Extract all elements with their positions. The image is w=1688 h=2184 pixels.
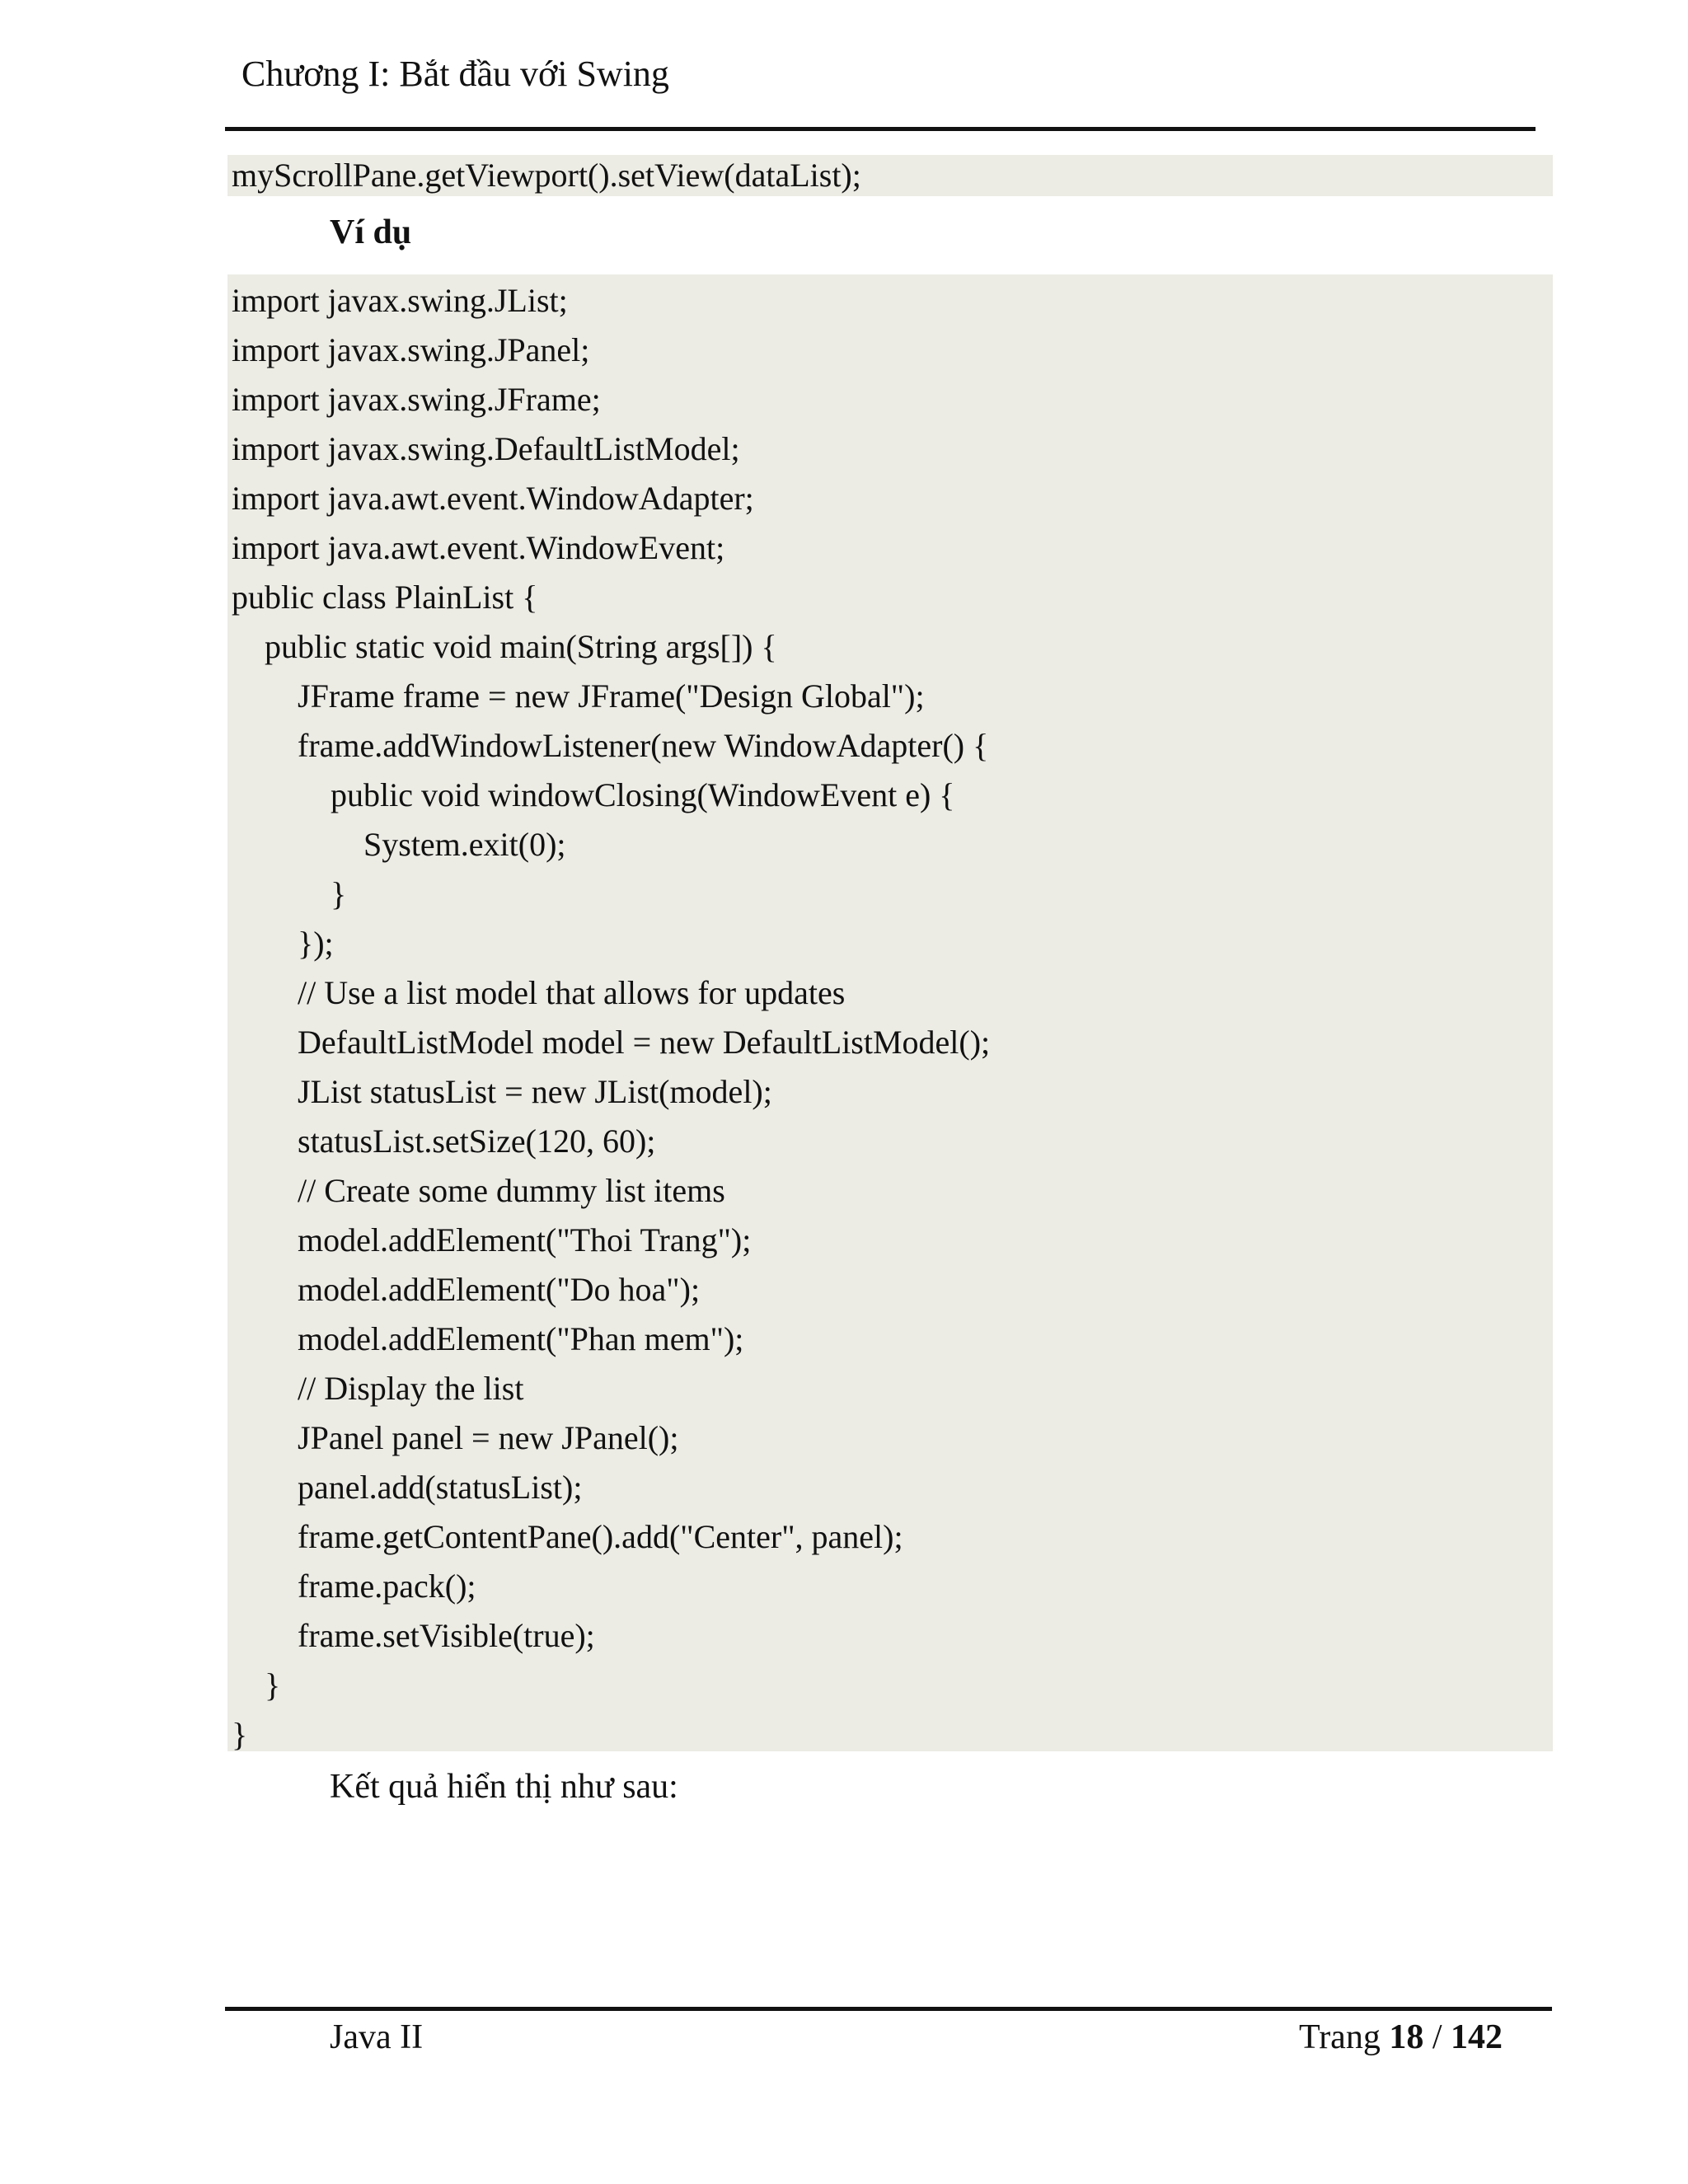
- page-current: 18: [1389, 2018, 1424, 2056]
- code-line: import javax.swing.JList;: [232, 282, 568, 319]
- code-line: DefaultListModel model = new DefaultListModel();: [232, 1024, 991, 1061]
- code-line: public void windowClosing(WindowEvent e) {: [232, 776, 955, 813]
- code-line: statusList.setSize(120, 60);: [232, 1122, 656, 1160]
- code-line: frame.pack();: [232, 1568, 476, 1605]
- code-line: JList statusList = new JList(model);: [232, 1073, 772, 1110]
- code-line: public class PlainList {: [232, 579, 538, 616]
- code-line: myScrollPane.getViewport().setView(dataList);: [232, 157, 861, 194]
- code-line: // Display the list: [232, 1370, 524, 1407]
- header-divider: [225, 127, 1536, 131]
- code-line: JPanel panel = new JPanel();: [232, 1419, 679, 1456]
- code-line: });: [232, 925, 334, 962]
- page-prefix: Trang: [1299, 2018, 1381, 2056]
- code-line: model.addElement("Phan mem");: [232, 1320, 744, 1357]
- code-line: // Use a list model that allows for updates: [232, 974, 846, 1011]
- page-total: 142: [1451, 2018, 1503, 2056]
- code-example-block: [227, 274, 1553, 1751]
- page-separator: /: [1432, 2018, 1442, 2056]
- code-line: model.addElement("Do hoa");: [232, 1271, 701, 1308]
- code-line: import java.awt.event.WindowAdapter;: [232, 480, 754, 517]
- code-line: frame.setVisible(true);: [232, 1617, 595, 1654]
- footer-course-name: Java II: [330, 2018, 424, 2056]
- code-line: import java.awt.event.WindowEvent;: [232, 529, 725, 566]
- code-line: panel.add(statusList);: [232, 1469, 583, 1506]
- code-line: public static void main(String args[]) {: [232, 628, 777, 665]
- code-line: import javax.swing.JFrame;: [232, 381, 601, 418]
- code-line: import javax.swing.JPanel;: [232, 331, 590, 368]
- code-line: JFrame frame = new JFrame("Design Global");: [232, 677, 925, 715]
- footer-page-number: [1299, 2013, 1503, 2062]
- code-line: }: [232, 1716, 248, 1753]
- code-line: }: [232, 1666, 281, 1704]
- footer-divider: [225, 2007, 1552, 2011]
- code-snippet-block: [227, 155, 1553, 196]
- code-line: model.addElement("Thoi Trang");: [232, 1221, 752, 1258]
- chapter-header-title: Chương I: Bắt đầu với Swing: [241, 54, 669, 94]
- code-line: frame.getContentPane().add("Center", panel);: [232, 1518, 903, 1555]
- example-heading: Ví dụ: [330, 213, 412, 251]
- code-line: // Create some dummy list items: [232, 1172, 725, 1209]
- code-line: import javax.swing.DefaultListModel;: [232, 430, 740, 467]
- code-line: }: [232, 875, 347, 912]
- code-line: System.exit(0);: [232, 826, 566, 863]
- code-line: frame.addWindowListener(new WindowAdapter() {: [232, 727, 989, 764]
- result-caption: Kết quả hiển thị như sau:: [330, 1768, 678, 1806]
